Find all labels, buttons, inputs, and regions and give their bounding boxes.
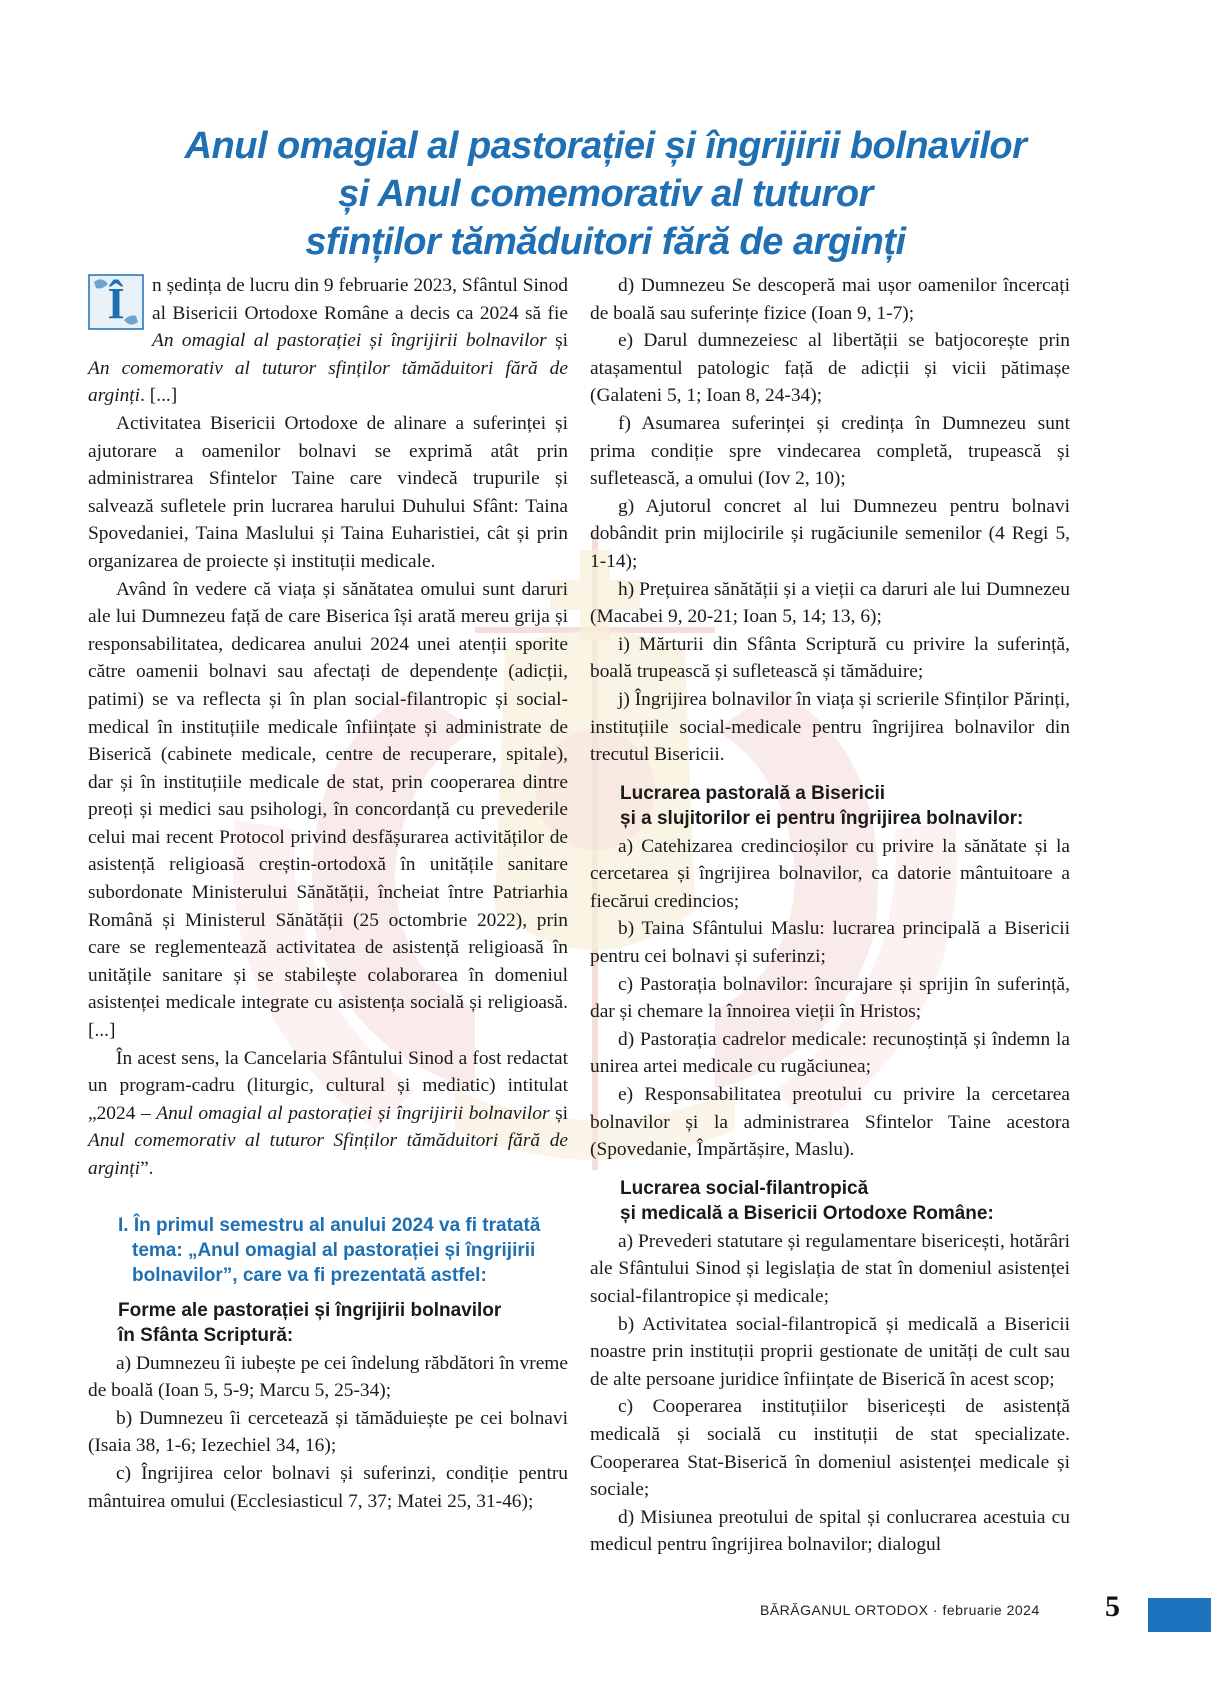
list-item: b) Dumnezeu îi cercetează și tămăduiește pe cei bolnavi (Isaia 38, 1-6; Iezechiel 34, 16); [88, 1407, 568, 1457]
heading-pastoral-work [620, 781, 1070, 831]
program-text-a: În acest sens, la Cancelaria Sfântului Sinod a fost redactat un program-cadru (liturgic, cultural și mediatic) intitulat „2024 – [88, 1047, 568, 1124]
list-item: a) Catehizarea credincioșilor cu privire la sănătate și la cercetarea și îngrijirea bolnavilor, ca datorie mântuitoare a fiecărui credincios; [590, 835, 1070, 912]
list-item: e) Darul dumnezeiesc al libertății se batjocorește prin atașamentul patologic față de adicții și vicii pătimașe (Galateni 5, 1; Ioan 8, 24-34); [590, 330, 1070, 407]
title-line-3: sfinților tămăduitori fără de arginți [305, 221, 906, 263]
publication-date: · februarie 2024 [928, 1602, 1040, 1618]
heading-social-line-2: și medicală a Bisericii Ortodoxe Române: [620, 1202, 994, 1224]
footer-publication [760, 1602, 1040, 1618]
intro-emphasis-2: An comemorativ al tuturor sfinților tămăduitori fără de arginți [88, 357, 568, 407]
svg-text:Î: Î [107, 279, 125, 328]
intro-paragraph [88, 272, 568, 410]
article-title [100, 122, 1111, 266]
intro-text-a: n ședința de lucru din 9 februarie 2023, Sfântul Sinod al Bisericii Ortodoxe Române a decis ca 2024 să fie [152, 275, 568, 324]
right-column [590, 272, 1070, 1559]
list-item: j) Îngrijirea bolnavilor în viața și scrierile Sfinților Părinți, instituțiile social-medicale pentru îngrijirea bolnavilor din trecutul Bisericii. [590, 688, 1070, 766]
title-line-1: Anul omagial al pastorației și îngrijirii bolnavilor [184, 125, 1027, 167]
heading-pastoral-line-1: Lucrarea pastorală a Bisericii [620, 782, 886, 804]
section-heading: I. În primul semestru al anului 2024 va fi tratată tema: „Anul omagial al pastorației și îngrijirii bolnavilor”, care va fi prezentată astfel: [118, 1214, 541, 1286]
program-emphasis-1: Anul omagial al pastorației și îngrijirii bolnavilor [156, 1102, 550, 1124]
sub-heading-line-2: în Sfânta Scriptură: [118, 1324, 294, 1346]
list-item: d) Pastorația cadrelor medicale: recunoștință și îndemn la unirea artei medicale cu rugăciunea; [590, 1028, 1070, 1078]
list-item: d) Misiunea preotului de spital și conlucrarea acestuia cu medicul pentru îngrijirea bolnavilor; dialogul [590, 1506, 1070, 1556]
list-item: h) Prețuirea sănătății și a vieții ca daruri ale lui Dumnezeu (Macabei 9, 20-21; Ioan 5, 14; 13, 6); [590, 578, 1070, 628]
list-item: c) Cooperarea instituțiilor bisericești de asistență medicală și socială cu instituții de stat specializate. Cooperarea Stat-Biserică în domeniul asistenței medicale și sociale; [590, 1396, 1070, 1501]
list-item: f) Asumarea suferinței și credința în Dumnezeu sunt prima condiție spre vindecarea completă, trupească și sufletească, a omului (Iov 2, 10); [590, 412, 1070, 490]
intro-text-c: . [...] [140, 385, 178, 407]
paragraph-health: Având în vedere că viața și sănătatea omului sunt daruri ale lui Dumnezeu față de care Biserica își arată mereu grija și responsabilitatea, dedicarea anului 2024 unei atenții sporite către oamenii bolnavi sau afectați de dependențe (adicții, patimi) se va reflecta și în plan social-filantropic și social-medical în instituțiile medicale înființate și administrate de Biserică (cabinete medicale, centre de recuperare, spitale), dar și în instituțiile medicale de stat, prin cooperarea dintre preoți și medici sau psihologi, în concordanță cu prevederile celui mai recent Protocol privind desfășurarea activităților de asistență religioasă creștin-ortodoxă în unitățile sanitare subordonate Ministerului Sănătății, încheiat între Patriarhia Română și Ministerul Sănătății (25 octombrie 2022), prin care se reglementează activitatea de asistență religioasă în unitățile sanitare și se stabilește colaborarea în domeniul asistenței medicale integrate cu asistența socială și religioasă. [...] [88, 578, 568, 1042]
page-number: 5 [1105, 1590, 1120, 1623]
ornamental-initial-icon [88, 274, 144, 330]
list-item: i) Mărturii din Sfânta Scriptură cu privire la suferință, boală trupească și sufletească și tămăduire; [590, 633, 1070, 683]
sub-heading-scripture [118, 1298, 568, 1348]
title-line-2: și Anul comemorativ al tuturor [338, 173, 873, 215]
paragraph-program [88, 1045, 568, 1183]
program-emphasis-2: Anul comemorativ al tuturor Sfinților tămăduitori fără de arginți [88, 1130, 568, 1179]
paragraph-activity: Activitatea Bisericii Ortodoxe de alinare a suferinței și ajutorare a oamenilor bolnavi se exprimă atât prin administrarea Sfintelor Taine care vindecă trupurile și salvează sufletele prin lucrarea harului Duhului Sfânt: Taina Spovedaniei, Taina Maslului și Taina Euharistiei, cât și prin organizarea de proiecte și instituții medicale. [88, 412, 568, 572]
list-item: a) Dumnezeu îi iubește pe cei îndelung răbdători în vreme de boală (Ioan 5, 5-9; Marcu 5, 25-34); [88, 1352, 568, 1402]
list-item: d) Dumnezeu Se descoperă mai ușor oamenilor încercați de boală sau suferințe fizice (Ioan 9, 1-7); [590, 275, 1070, 324]
publication-name: BĂRĂGANUL ORTODOX [760, 1602, 929, 1618]
intro-emphasis-1: An omagial al pastorației și îngrijirii bolnavilor [152, 330, 547, 352]
heading-social-work [620, 1176, 1070, 1226]
intro-text-b: și [546, 330, 568, 352]
list-item: e) Responsabilitatea preotului cu privire la cercetarea bolnavilor și la administrarea Sfintelor Taine acestora (Spovedanie, Împărtășire, Maslu). [590, 1084, 1070, 1161]
list-item: a) Prevederi statutare și regulamentare bisericești, hotărâri ale Sfântului Sinod și legislația de stat în domeniul asistenței social-filantropice și medicale; [590, 1230, 1070, 1307]
list-item: b) Activitatea social-filantropică și medicală a Bisericii noastre prin instituții proprii gestionate de unități de cult sau de alte persoane juridice înființate de Biserică în acest scop; [590, 1313, 1070, 1390]
sub-heading-line-1: Forme ale pastorației și îngrijirii bolnavilor [118, 1299, 502, 1321]
list-item: g) Ajutorul concret al lui Dumnezeu pentru bolnavi dobândit prin mijlocirile și rugăciunile semenilor (4 Regi 5, 1-14); [590, 495, 1070, 572]
program-text-c: ”. [140, 1158, 154, 1179]
list-item: c) Îngrijirea celor bolnavi și suferinzi, condiție pentru mântuirea omului (Ecclesiasticul 7, 37; Matei 25, 31-46); [88, 1462, 568, 1512]
list-item: b) Taina Sfântului Maslu: lucrarea principală a Bisericii pentru cei bolnavi și suferinzi; [590, 918, 1070, 968]
heading-social-line-1: Lucrarea social-filantropică [620, 1177, 869, 1199]
list-item: c) Pastorația bolnavilor: încurajare și sprijin în suferință, dar și chemare la înnoirea vieții în Hristos; [590, 973, 1070, 1023]
heading-pastoral-line-2: și a slujitorilor ei pentru îngrijirea bolnavilor: [620, 807, 1024, 829]
page-tab-marker [1148, 1598, 1211, 1632]
program-text-b: și [549, 1102, 569, 1124]
left-column [88, 272, 568, 1515]
